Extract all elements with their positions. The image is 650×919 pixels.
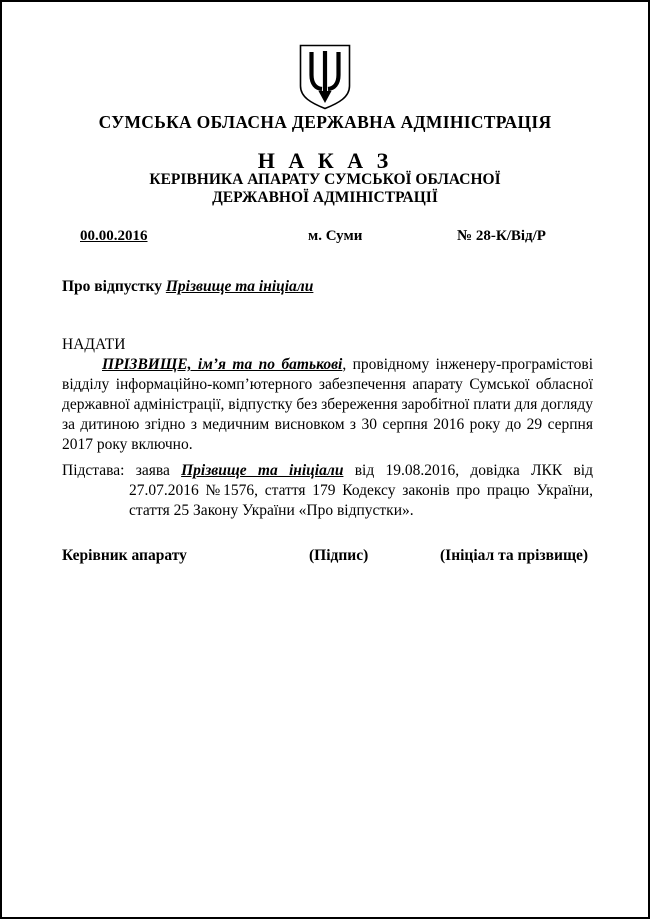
doc-date: 00.00.2016 (80, 228, 148, 244)
coat-of-arms-icon (299, 44, 351, 110)
signature-row (2, 547, 648, 569)
basis-pre-text: заява (124, 462, 182, 479)
doc-number: № 28-К/Від/Р (457, 228, 546, 244)
basis-post-text: від 19.08.2016, довідка ЛКК від 27.07.2016 №1576, стаття 179 Кодексу законів про працю України, стаття 25 Закону України «Про відпустки». (129, 462, 593, 519)
doc-place: м. Суми (308, 228, 363, 244)
body-paragraph (62, 355, 593, 455)
doc-subtitle-line2: ДЕРЖАВНОЇ АДМІНІСТРАЦІЇ (212, 189, 438, 206)
resolution-word: НАДАТИ (62, 336, 126, 353)
signer-position: Керівник апарату (62, 547, 187, 564)
meta-row (2, 228, 648, 250)
doc-type-title: Н А К А З (257, 148, 393, 173)
subject-prefix: Про відпустку (62, 278, 166, 295)
signature-placeholder: (Підпис) (309, 547, 369, 564)
body-name-placeholder: ПРІЗВИЩЕ, ім’я та по батькові (102, 356, 343, 373)
doc-subtitle (2, 171, 648, 207)
basis-name-placeholder: Прізвище та ініціали (181, 462, 344, 479)
body-paragraph-text: , провідному інженеру-програмістові відділу інформаційно-комп’ютерного забезпечення апарату Сумської обласної державної адміністрації, відпустку без збереження заробітної плати для догляду за дитиною згідно з медичним висновком з 30 серпня 2016 року до 29 серпня 2017 року включно. (62, 356, 594, 453)
subject-line (62, 278, 313, 296)
subject-name-placeholder: Прізвище та ініціали (165, 278, 314, 295)
order-body (62, 335, 593, 455)
basis-paragraph (62, 461, 593, 521)
doc-subtitle-line1: КЕРІВНИКА АПАРАТУ СУМСЬКОЇ ОБЛАСНОЇ (149, 171, 501, 188)
basis-label: Підстава: (62, 462, 125, 479)
signer-name-placeholder: (Ініціал та прізвище) (440, 547, 589, 564)
org-name: СУМСЬКА ОБЛАСНА ДЕРЖАВНА АДМІНІСТРАЦІЯ (98, 112, 552, 132)
